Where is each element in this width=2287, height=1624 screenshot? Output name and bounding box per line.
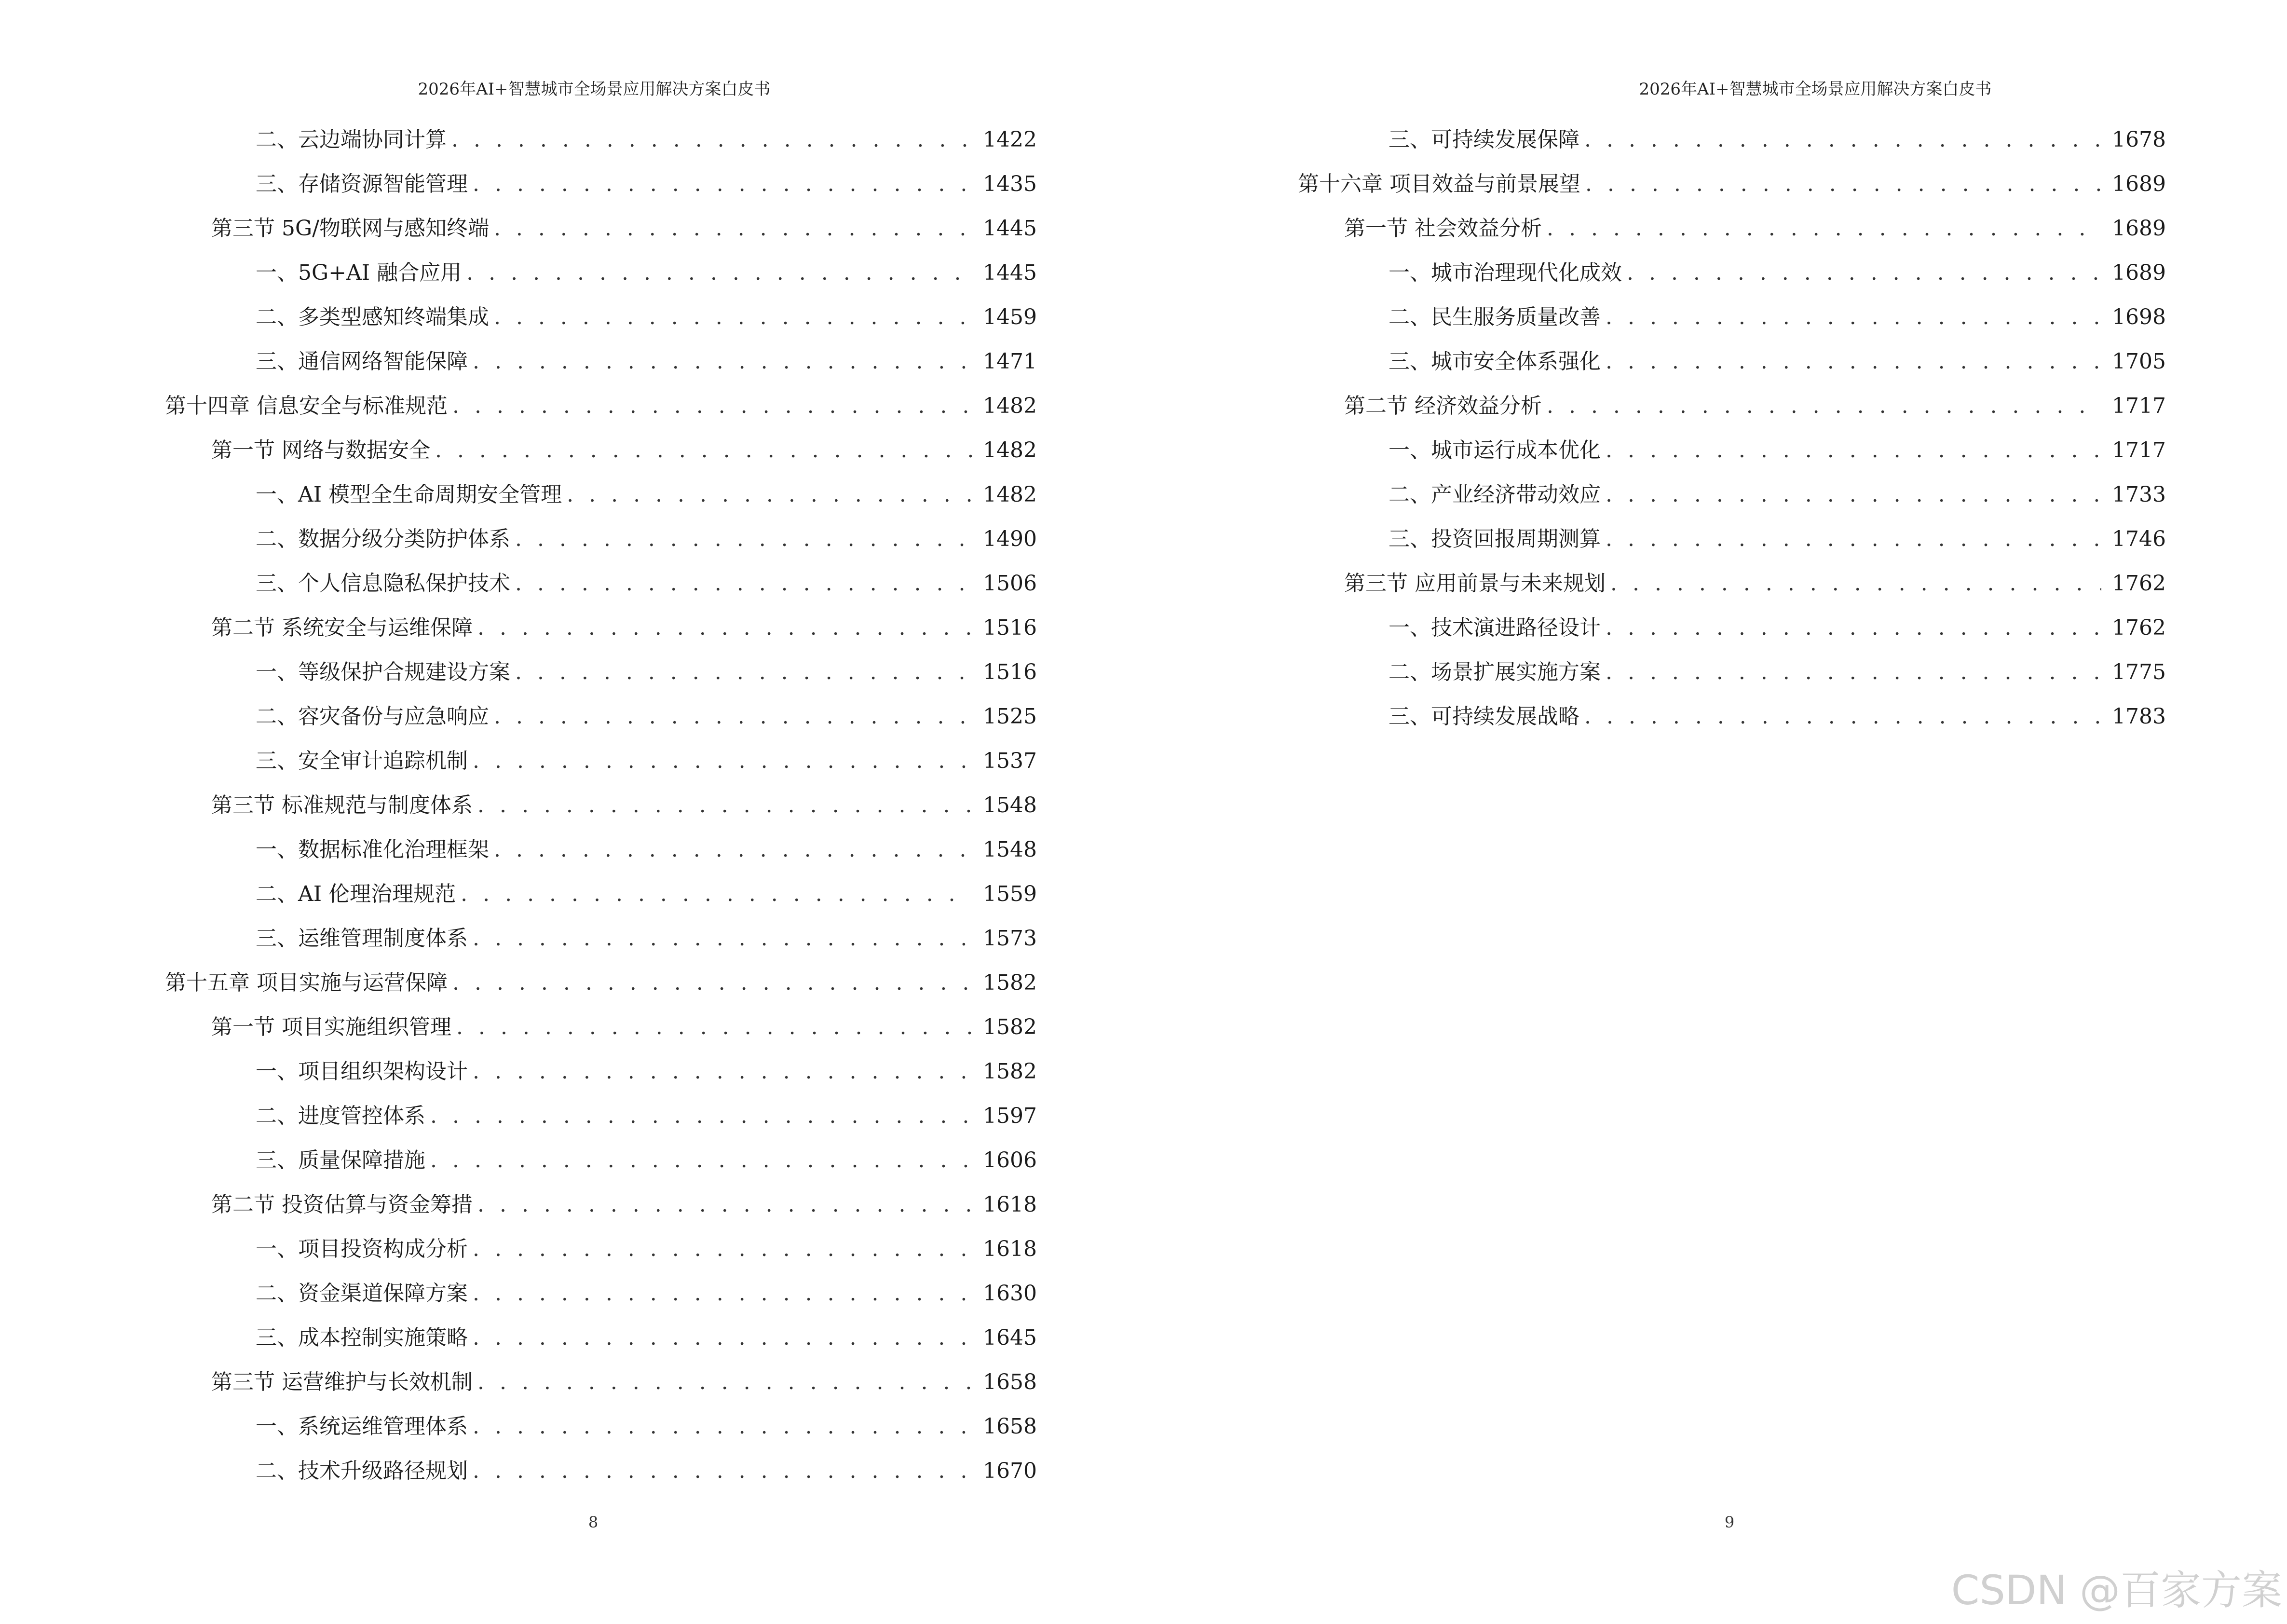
toc-entry-item[interactable]	[1144, 251, 2166, 295]
toc-entry-chapter[interactable]	[1144, 162, 2166, 206]
toc-entry-page: 1582	[983, 1015, 1037, 1039]
toc-entry-page: 1618	[983, 1237, 1037, 1261]
toc-entry-page: 1597	[983, 1104, 1037, 1128]
toc-dot-leader	[473, 1059, 972, 1084]
toc-entry-title: 三、通信网络智能保障	[256, 349, 468, 374]
toc-entry-page: 1645	[983, 1325, 1037, 1350]
toc-entry-item[interactable]	[0, 517, 1037, 561]
toc-dot-leader	[1606, 305, 2101, 330]
toc-entry-title: 一、项目组织架构设计	[256, 1059, 468, 1084]
toc-entry-title: 一、城市运行成本优化	[1389, 438, 1601, 463]
toc-dot-leader	[473, 1325, 972, 1351]
toc-entry-title: 二、技术升级路径规划	[256, 1459, 468, 1483]
toc-entry-title: 第三节 应用前景与未来规划	[1344, 571, 1606, 596]
toc-entry-item[interactable]	[0, 739, 1037, 783]
toc-entry-chapter[interactable]	[0, 384, 1037, 428]
toc-entry-section[interactable]	[1144, 561, 2166, 606]
toc-entry-page: 1689	[2112, 172, 2166, 196]
toc-dot-leader	[1606, 349, 2101, 374]
toc-entry-item[interactable]	[1144, 606, 2166, 650]
toc-entry-section[interactable]	[0, 1360, 1037, 1405]
toc-entry-item[interactable]	[0, 340, 1037, 384]
toc-entry-item[interactable]	[1144, 695, 2166, 739]
toc-entry-page: 1717	[2112, 438, 2166, 463]
toc-dot-leader	[451, 127, 972, 152]
toc-entry-title: 二、资金渠道保障方案	[256, 1281, 468, 1306]
toc-dot-leader	[494, 305, 972, 330]
toc-entry-page: 1582	[983, 970, 1037, 995]
toc-entry-section[interactable]	[1144, 206, 2166, 251]
toc-entry-page: 1705	[2112, 349, 2166, 374]
toc-dot-leader	[473, 926, 972, 951]
toc-entry-section[interactable]	[1144, 384, 2166, 428]
toc-entry-item[interactable]	[1144, 473, 2166, 517]
toc-dot-leader	[477, 1192, 972, 1217]
toc-dot-leader	[452, 394, 972, 419]
toc-dot-leader	[461, 882, 972, 907]
toc-entry-page: 1606	[983, 1148, 1037, 1173]
toc-dot-leader	[515, 527, 972, 552]
toc-entry-page: 1537	[983, 749, 1037, 773]
toc-entry-title: 一、技术演进路径设计	[1389, 615, 1601, 640]
toc-entry-page: 1717	[2112, 394, 2166, 418]
toc-entry-title: 三、可持续发展战略	[1389, 704, 1579, 729]
toc-entry-item[interactable]	[0, 162, 1037, 206]
toc-entry-item[interactable]	[0, 1271, 1037, 1316]
toc-entry-page: 1490	[983, 527, 1037, 551]
toc-entry-title: 三、城市安全体系强化	[1389, 349, 1601, 374]
toc-entry-item[interactable]	[0, 473, 1037, 517]
toc-entry-title: 第二节 投资估算与资金筹措	[211, 1192, 473, 1217]
toc-entry-title: 第三节 运营维护与长效机制	[211, 1370, 473, 1394]
toc-entry-page: 1548	[983, 837, 1037, 862]
toc-entry-page: 1689	[2112, 260, 2166, 285]
toc-entry-title: 二、多类型感知终端集成	[256, 305, 489, 329]
toc-entry-item[interactable]	[0, 561, 1037, 606]
toc-entry-page: 1482	[983, 438, 1037, 463]
toc-entry-page: 1445	[983, 216, 1037, 241]
toc-entry-title: 一、数据标准化治理框架	[256, 837, 489, 862]
toc-dot-leader	[515, 571, 972, 596]
toc-entry-item[interactable]	[0, 1227, 1037, 1271]
toc-dot-leader	[473, 749, 972, 774]
toc-entry-item[interactable]	[0, 1316, 1037, 1360]
toc-entry-title: 一、项目投资构成分析	[256, 1237, 468, 1261]
toc-entry-item[interactable]	[1144, 517, 2166, 561]
toc-entry-page: 1445	[983, 260, 1037, 285]
toc-entry-page: 1548	[983, 793, 1037, 818]
toc-entry-page: 1630	[983, 1281, 1037, 1306]
toc-entry-item[interactable]	[0, 118, 1037, 162]
toc-entry-title: 二、容灾备份与应急响应	[256, 704, 489, 729]
toc-dot-leader	[430, 1148, 972, 1173]
toc-entry-title: 第十五章 项目实施与运营保障	[165, 970, 448, 995]
toc-dot-leader	[1584, 127, 2101, 152]
toc-entry-item[interactable]	[0, 251, 1037, 295]
toc-entry-title: 第一节 项目实施组织管理	[211, 1015, 451, 1039]
toc-entry-item[interactable]	[1144, 295, 2166, 340]
toc-dot-leader	[473, 172, 972, 197]
toc-entry-item[interactable]	[0, 695, 1037, 739]
toc-entry-item[interactable]	[1144, 428, 2166, 473]
toc-dot-leader	[477, 615, 972, 641]
toc-entry-page: 1762	[2112, 571, 2166, 596]
toc-dot-leader	[1606, 482, 2101, 507]
toc-entry-page: 1698	[2112, 305, 2166, 329]
toc-dot-leader	[515, 660, 972, 685]
toc-dot-leader	[494, 837, 972, 862]
watermark: CSDN @百家方案	[1951, 1567, 2282, 1614]
toc-entry-item[interactable]	[0, 872, 1037, 916]
toc-entry-page: 1435	[983, 172, 1037, 196]
toc-entry-section[interactable]	[0, 783, 1037, 828]
toc-dot-leader	[1585, 172, 2101, 197]
toc-entry-title: 一、AI 模型全生命周期安全管理	[256, 482, 562, 507]
toc-entry-title: 三、运维管理制度体系	[256, 926, 468, 951]
toc-dot-leader	[1627, 260, 2101, 286]
toc-entry-page: 1525	[983, 704, 1037, 729]
toc-entry-section[interactable]	[0, 1183, 1037, 1227]
toc-entry-chapter[interactable]	[0, 961, 1037, 1005]
toc-entry-item[interactable]	[0, 1050, 1037, 1094]
toc-entry-item[interactable]	[0, 650, 1037, 695]
toc-entry-page: 1689	[2112, 216, 2166, 241]
toc-dot-leader	[1606, 438, 2101, 463]
toc-entry-page: 1516	[983, 660, 1037, 684]
toc-entry-item[interactable]	[0, 1449, 1037, 1493]
toc-entry-title: 一、城市治理现代化成效	[1389, 260, 1622, 285]
toc-entry-title: 一、5G+AI 融合应用	[256, 260, 462, 285]
page-number: 8	[588, 1513, 599, 1531]
toc-dot-leader	[456, 1015, 972, 1040]
table-of-contents	[0, 118, 1037, 1493]
toc-entry-section[interactable]	[0, 1005, 1037, 1050]
toc-dot-leader	[473, 1237, 972, 1262]
toc-entry-title: 三、个人信息隐私保护技术	[256, 571, 510, 596]
toc-entry-title: 三、安全审计追踪机制	[256, 749, 468, 773]
toc-entry-item[interactable]	[0, 916, 1037, 961]
toc-entry-section[interactable]	[0, 606, 1037, 650]
running-header: 2026年AI+智慧城市全场景应用解决方案白皮书	[418, 80, 771, 99]
running-header: 2026年AI+智慧城市全场景应用解决方案白皮书	[1639, 80, 1992, 99]
toc-entry-page: 1506	[983, 571, 1037, 596]
toc-entry-page: 1618	[983, 1192, 1037, 1217]
toc-entry-page: 1559	[983, 882, 1037, 906]
toc-dot-leader	[567, 482, 972, 507]
toc-entry-title: 第一节 社会效益分析	[1344, 216, 1542, 241]
toc-entry-item[interactable]	[0, 1138, 1037, 1183]
toc-entry-item[interactable]	[1144, 650, 2166, 695]
page-number: 9	[1724, 1513, 1735, 1531]
toc-entry-title: 二、数据分级分类防护体系	[256, 527, 510, 551]
toc-dot-leader	[1547, 394, 2101, 419]
toc-dot-leader	[473, 1281, 972, 1306]
toc-entry-title: 二、AI 伦理治理规范	[256, 882, 456, 906]
toc-entry-title: 二、进度管控体系	[256, 1104, 425, 1128]
toc-dot-leader	[1606, 527, 2101, 552]
toc-dot-leader	[466, 260, 972, 286]
toc-entry-title: 二、场景扩展实施方案	[1389, 660, 1601, 684]
toc-entry-page: 1670	[983, 1459, 1037, 1483]
toc-entry-title: 三、存储资源智能管理	[256, 172, 468, 196]
toc-entry-page: 1459	[983, 305, 1037, 329]
toc-entry-title: 三、可持续发展保障	[1389, 127, 1579, 152]
toc-dot-leader	[473, 1459, 972, 1484]
toc-entry-page: 1746	[2112, 527, 2166, 551]
toc-entry-title: 三、投资回报周期测算	[1389, 527, 1601, 551]
toc-entry-item[interactable]	[0, 828, 1037, 872]
toc-entry-item[interactable]	[0, 295, 1037, 340]
toc-dot-leader	[452, 970, 972, 996]
toc-entry-title: 第十四章 信息安全与标准规范	[165, 394, 448, 418]
toc-entry-title: 二、云边端协同计算	[256, 127, 447, 152]
toc-entry-page: 1516	[983, 615, 1037, 640]
toc-dot-leader	[1547, 216, 2101, 241]
toc-entry-page: 1658	[983, 1370, 1037, 1394]
toc-dot-leader	[477, 1370, 972, 1395]
toc-entry-page: 1482	[983, 394, 1037, 418]
toc-entry-page: 1482	[983, 482, 1037, 507]
toc-entry-title: 第三节 5G/物联网与感知终端	[211, 216, 489, 241]
toc-dot-leader	[1606, 615, 2101, 641]
right-page	[1144, 0, 2287, 1624]
toc-entry-title: 第一节 网络与数据安全	[211, 438, 430, 463]
toc-entry-section[interactable]	[0, 428, 1037, 473]
toc-entry-title: 一、等级保护合规建设方案	[256, 660, 510, 684]
toc-dot-leader	[494, 216, 972, 241]
toc-entry-page: 1775	[2112, 660, 2166, 684]
toc-entry-page: 1733	[2112, 482, 2166, 507]
toc-entry-page: 1783	[2112, 704, 2166, 729]
toc-entry-title: 第二节 经济效益分析	[1344, 394, 1542, 418]
toc-entry-item[interactable]	[1144, 340, 2166, 384]
toc-entry-title: 二、产业经济带动效应	[1389, 482, 1601, 507]
toc-entry-item[interactable]	[0, 1094, 1037, 1138]
toc-entry-page: 1422	[983, 127, 1037, 152]
toc-entry-title: 第十六章 项目效益与前景展望	[1298, 172, 1580, 196]
table-of-contents	[1144, 118, 2166, 739]
toc-entry-page: 1582	[983, 1059, 1037, 1084]
toc-entry-page: 1658	[983, 1414, 1037, 1439]
toc-dot-leader	[430, 1104, 972, 1129]
toc-entry-page: 1762	[2112, 615, 2166, 640]
toc-entry-title: 第三节 标准规范与制度体系	[211, 793, 473, 818]
toc-dot-leader	[473, 1414, 972, 1439]
toc-entry-item[interactable]	[1144, 118, 2166, 162]
toc-dot-leader	[494, 704, 972, 729]
toc-dot-leader	[1610, 571, 2101, 596]
toc-entry-title: 三、成本控制实施策略	[256, 1325, 468, 1350]
toc-dot-leader	[477, 793, 972, 818]
toc-entry-page: 1573	[983, 926, 1037, 951]
toc-dot-leader	[1606, 660, 2101, 685]
toc-dot-leader	[435, 438, 972, 463]
toc-entry-item[interactable]	[0, 1405, 1037, 1449]
toc-dot-leader	[473, 349, 972, 374]
toc-entry-page: 1471	[983, 349, 1037, 374]
toc-dot-leader	[1584, 704, 2101, 729]
toc-entry-title: 二、民生服务质量改善	[1389, 305, 1601, 329]
toc-entry-title: 一、系统运维管理体系	[256, 1414, 468, 1439]
toc-entry-page: 1678	[2112, 127, 2166, 152]
toc-entry-section[interactable]	[0, 206, 1037, 251]
toc-entry-title: 三、质量保障措施	[256, 1148, 425, 1173]
toc-entry-title: 第二节 系统安全与运维保障	[211, 615, 473, 640]
